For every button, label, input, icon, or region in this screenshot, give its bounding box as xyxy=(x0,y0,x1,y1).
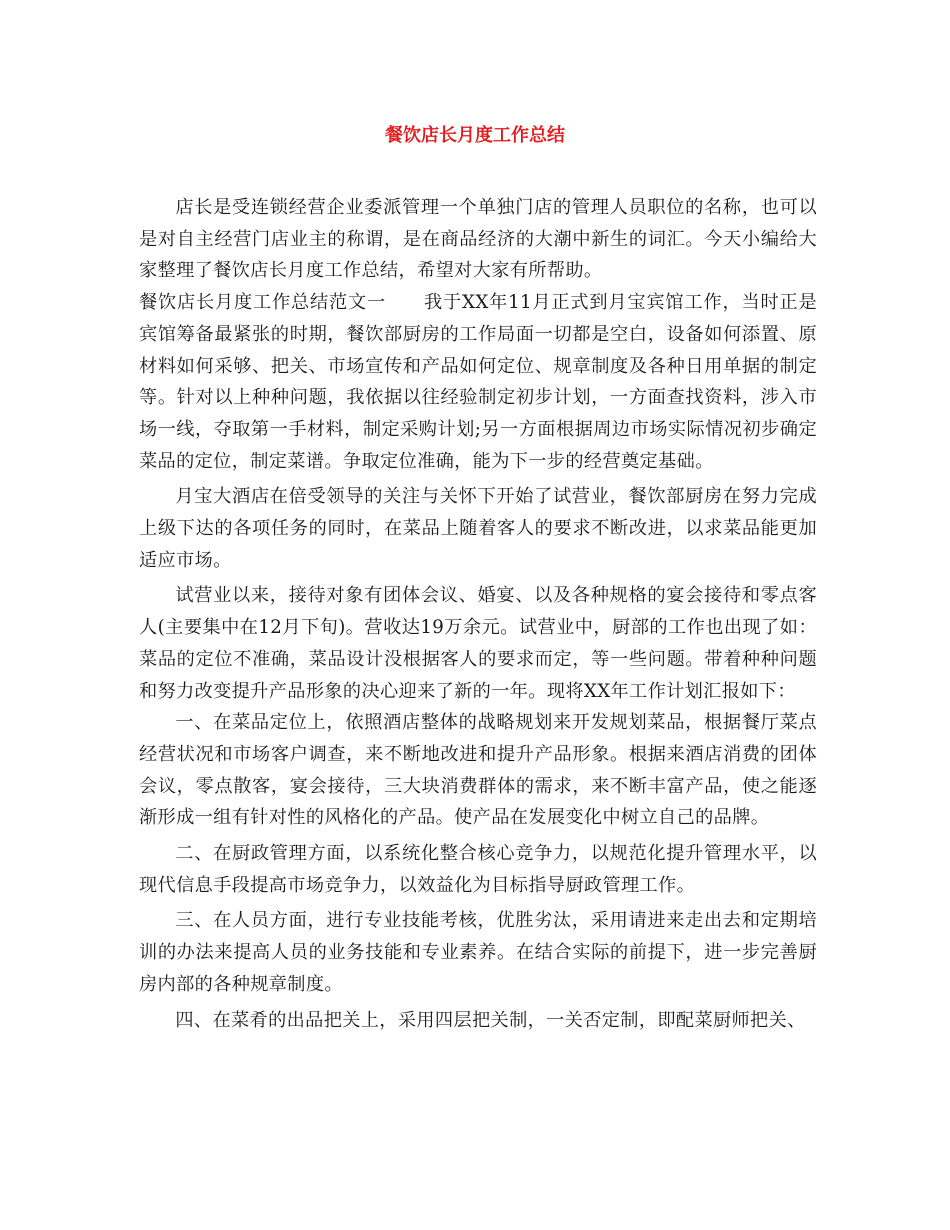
paragraph-plan-item-2: 二、在厨政管理方面，以系统化整合核心竞争力，以规范化提升管理水平，以现代信息手段提高市场竞争力，以效益化为目标指导厨政管理工作。 xyxy=(139,843,817,896)
paragraph-intro: 店长是受连锁经营企业委派管理一个单独门店的管理人员职位的名称，也可以是对自主经营门店业主的称谓，是在商品经济的大潮中新生的词汇。今天小编给大家整理了餐饮店长月度工作总结，希望对大家有所帮助。 xyxy=(139,197,817,282)
paragraph-trial-results: 试营业以来，接待对象有团体会议、婚宴、以及各种规格的宴会接待和零点客人(主要集中在12月下旬)。营收达19万余元。试营业中，厨部的工作也出现了如：菜品的定位不准确，菜品设计没根据客人的要求而定，等一些问题。带着种种问题和努力改变提升产品形象的决心迎来了新的一年。现将XX年工作计划汇报如下： xyxy=(139,585,817,702)
paragraph-plan-item-4: 四、在菜肴的出品把关上，采用四层把关制，一关否定制，即配菜厨师把关、 xyxy=(175,1009,806,1031)
document-title: 餐饮店长月度工作总结 xyxy=(385,125,565,146)
paragraph-trial-operation: 月宝大酒店在倍受领导的关注与关怀下开始了试营业，餐饮部厨房在努力完成上级下达的各项任务的同时，在菜品上随着客人的要求不断改进，以求菜品能更加适应市场。 xyxy=(139,486,817,571)
paragraph-plan-item-1: 一、在菜品定位上，依照酒店整体的战略规划来开发规划菜品，根据餐厅菜点经营状况和市场客户调查，来不断地改进和提升产品形象。根据来酒店消费的团体会议，零点散客，宴会接待，三大块消费群体的需求，来不断丰富产品，使之能逐渐形成一组有针对性的风格化的产品。使产品在发展变化中树立自己的品牌。 xyxy=(139,712,817,829)
paragraph-sample-one: 餐饮店长月度工作总结范文一 我于XX年11月正式到月宝宾馆工作，当时正是宾馆筹备最紧张的时期，餐饮部厨房的工作局面一切都是空白，设备如何添置、原材料如何采够、把关、市场宣传和产品如何定位、规章制度及各种日用单据的制定等。针对以上种种问题，我依据以往经验制定初步计划，一方面查找资料，涉入市场一线，夺取第一手材料，制定采购计划;另一方面根据周边市场实际情况初步确定菜品的定位，制定菜谱。争取定位准确，能为下一步的经营奠定基础。 xyxy=(139,292,817,472)
document-body xyxy=(139,192,817,1036)
paragraph-plan-item-3: 三、在人员方面，进行专业技能考核，优胜劣汰，采用请进来走出去和定期培训的办法来提高人员的业务技能和专业素养。在结合实际的前提下，进一步完善厨房内部的各种规章制度。 xyxy=(139,910,817,995)
